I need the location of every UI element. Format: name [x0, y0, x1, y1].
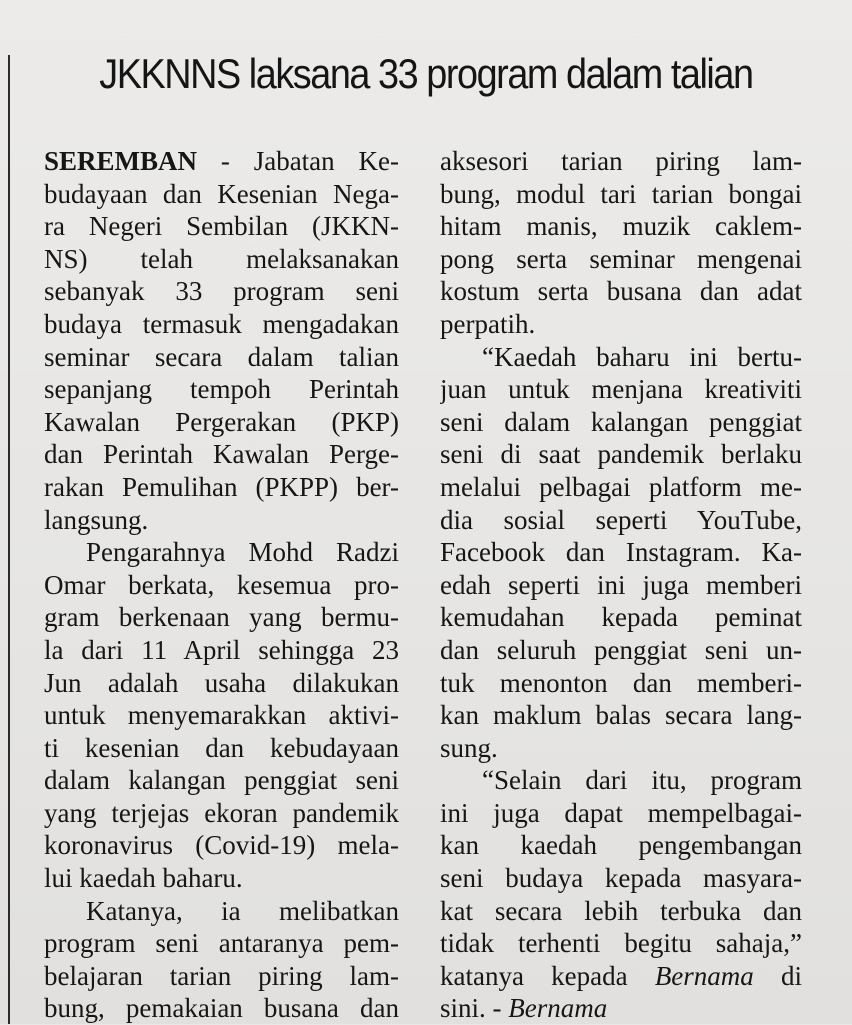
line-text: gram berkenaan yang bermu-	[44, 602, 399, 633]
line-text: perpatih.	[440, 308, 536, 339]
line-text: Facebook dan Instagram. Ka-	[440, 537, 802, 568]
text-line	[440, 210, 802, 243]
text-line	[440, 699, 802, 732]
text-line	[44, 275, 399, 308]
text-line	[44, 569, 399, 602]
text-line	[440, 471, 802, 504]
text-line	[44, 732, 399, 765]
line-text: NS) telah melaksanakan	[44, 243, 399, 274]
text-line	[44, 438, 399, 471]
text-line	[440, 862, 802, 895]
line-text: bung, pemakaian busana dan	[44, 993, 399, 1024]
text-line	[44, 243, 399, 276]
line-text: Omar berkata, kesemua pro-	[44, 569, 399, 600]
line-text: lui kaedah baharu.	[44, 863, 243, 894]
line-text: untuk menyemarakkan aktivi-	[44, 700, 399, 731]
line-text: kostum serta busana dan adat	[440, 276, 802, 307]
line-text: juan untuk menjana kreativiti	[440, 374, 802, 405]
line-text: “Kaedah baharu ini bertu-	[482, 341, 802, 372]
text-line	[44, 895, 399, 928]
line-text: Pengarahnya Mohd Radzi	[86, 537, 399, 568]
line-text: sini. -	[440, 993, 509, 1024]
text-line	[440, 373, 802, 406]
text-line	[44, 406, 399, 439]
text-line	[44, 536, 399, 569]
line-text: ti kesenian dan kebudayaan	[44, 732, 399, 763]
text-line	[440, 145, 802, 178]
text-line	[44, 927, 399, 960]
line-text: hitam manis, muzik caklem-	[440, 211, 802, 242]
line-text: katanya kepada	[440, 960, 655, 991]
text-line	[440, 178, 802, 211]
source-name: Bernama	[508, 993, 608, 1024]
line-text: budaya termasuk mengadakan	[44, 308, 399, 339]
article-column-right	[440, 145, 802, 1025]
text-line	[44, 634, 399, 667]
line-text: seni dalam kalangan penggiat	[440, 406, 802, 437]
text-line	[440, 504, 802, 537]
text-line	[44, 797, 399, 830]
text-line	[440, 797, 802, 830]
line-text: sepanjang tempoh Perintah	[44, 374, 399, 405]
text-line	[440, 536, 802, 569]
line-text: kan kaedah pengembangan	[440, 830, 802, 861]
text-line	[440, 406, 802, 439]
line-text: sung.	[440, 732, 498, 763]
text-line	[44, 667, 399, 700]
line-text: tidak terhenti begitu sahaja,”	[440, 928, 802, 959]
line-text: belajaran tarian piring lam-	[44, 960, 399, 991]
line-text: seminar secara dalam talian	[44, 341, 399, 372]
text-line	[44, 504, 399, 537]
text-line	[44, 210, 399, 243]
dateline: SEREMBAN	[44, 146, 198, 176]
line-text: ini juga dapat mempelbagai-	[440, 797, 802, 828]
text-line	[440, 992, 802, 1025]
headline: JKKNNS laksana 33 program dalam talian	[99, 50, 753, 97]
text-line	[440, 308, 802, 341]
line-text: seni di saat pandemik berlaku	[440, 439, 802, 470]
text-line	[440, 895, 802, 928]
line-text: di	[753, 960, 802, 991]
text-line	[44, 764, 399, 797]
line-text: Jun adalah usaha dilakukan	[44, 667, 399, 698]
text-line	[44, 829, 399, 862]
line-text: dia sosial seperti YouTube,	[440, 504, 802, 535]
text-line	[44, 699, 399, 732]
text-line	[44, 992, 399, 1025]
text-line	[440, 829, 802, 862]
text-line	[44, 373, 399, 406]
text-line	[44, 601, 399, 634]
text-line	[440, 667, 802, 700]
source-name: Bernama	[654, 960, 754, 991]
article-column-left	[44, 145, 399, 1025]
line-text: la dari 11 April sehingga 23	[44, 634, 399, 665]
line-text: langsung.	[44, 504, 149, 535]
text-line	[44, 471, 399, 504]
line-text: - Jabatan Ke-	[197, 146, 399, 176]
text-line	[440, 438, 802, 471]
line-text: dalam kalangan penggiat seni	[44, 765, 399, 796]
text-line	[440, 960, 802, 993]
text-line	[44, 178, 399, 211]
text-line	[44, 145, 399, 178]
line-text: bung, modul tari tarian bongai	[440, 178, 802, 209]
text-line	[440, 927, 802, 960]
text-line	[440, 601, 802, 634]
text-line	[440, 634, 802, 667]
column-rule	[8, 55, 10, 1024]
line-text: dan Perintah Kawalan Perge-	[44, 439, 399, 470]
text-line	[440, 764, 802, 797]
text-line	[440, 732, 802, 765]
text-line	[440, 341, 802, 374]
line-text: sebanyak 33 program seni	[44, 276, 399, 307]
line-text: ra Negeri Sembilan (JKKN-	[44, 211, 399, 242]
line-text: kat secara lebih terbuka dan	[440, 895, 802, 926]
text-line	[440, 243, 802, 276]
text-line	[440, 275, 802, 308]
line-text: tuk menonton dan memberi-	[440, 667, 802, 698]
line-text: pong serta seminar mengenai	[440, 243, 802, 274]
line-text: aksesori tarian piring lam-	[440, 146, 802, 176]
text-line	[440, 569, 802, 602]
line-text: Katanya, ia melibatkan	[86, 895, 399, 926]
line-text: edah seperti ini juga memberi	[440, 569, 802, 600]
text-line	[44, 862, 399, 895]
line-text: program seni antaranya pem-	[44, 928, 399, 959]
line-text: Kawalan Pergerakan (PKP)	[44, 406, 399, 437]
line-text: kemudahan kepada peminat	[440, 602, 802, 633]
line-text: rakan Pemulihan (PKPP) ber-	[44, 471, 399, 502]
text-line	[44, 341, 399, 374]
text-line	[44, 960, 399, 993]
line-text: melalui pelbagai platform me-	[440, 471, 802, 502]
line-text: kan maklum balas secara lang-	[440, 700, 802, 731]
line-text: “Selain dari itu, program	[482, 765, 802, 796]
line-text: dan seluruh penggiat seni un-	[440, 634, 802, 665]
line-text: yang terjejas ekoran pandemik	[44, 797, 399, 828]
line-text: seni budaya kepada masyara-	[440, 863, 802, 894]
line-text: koronavirus (Covid-19) mela-	[44, 830, 399, 861]
line-text: budayaan dan Kesenian Nega-	[44, 178, 399, 209]
text-line	[44, 308, 399, 341]
